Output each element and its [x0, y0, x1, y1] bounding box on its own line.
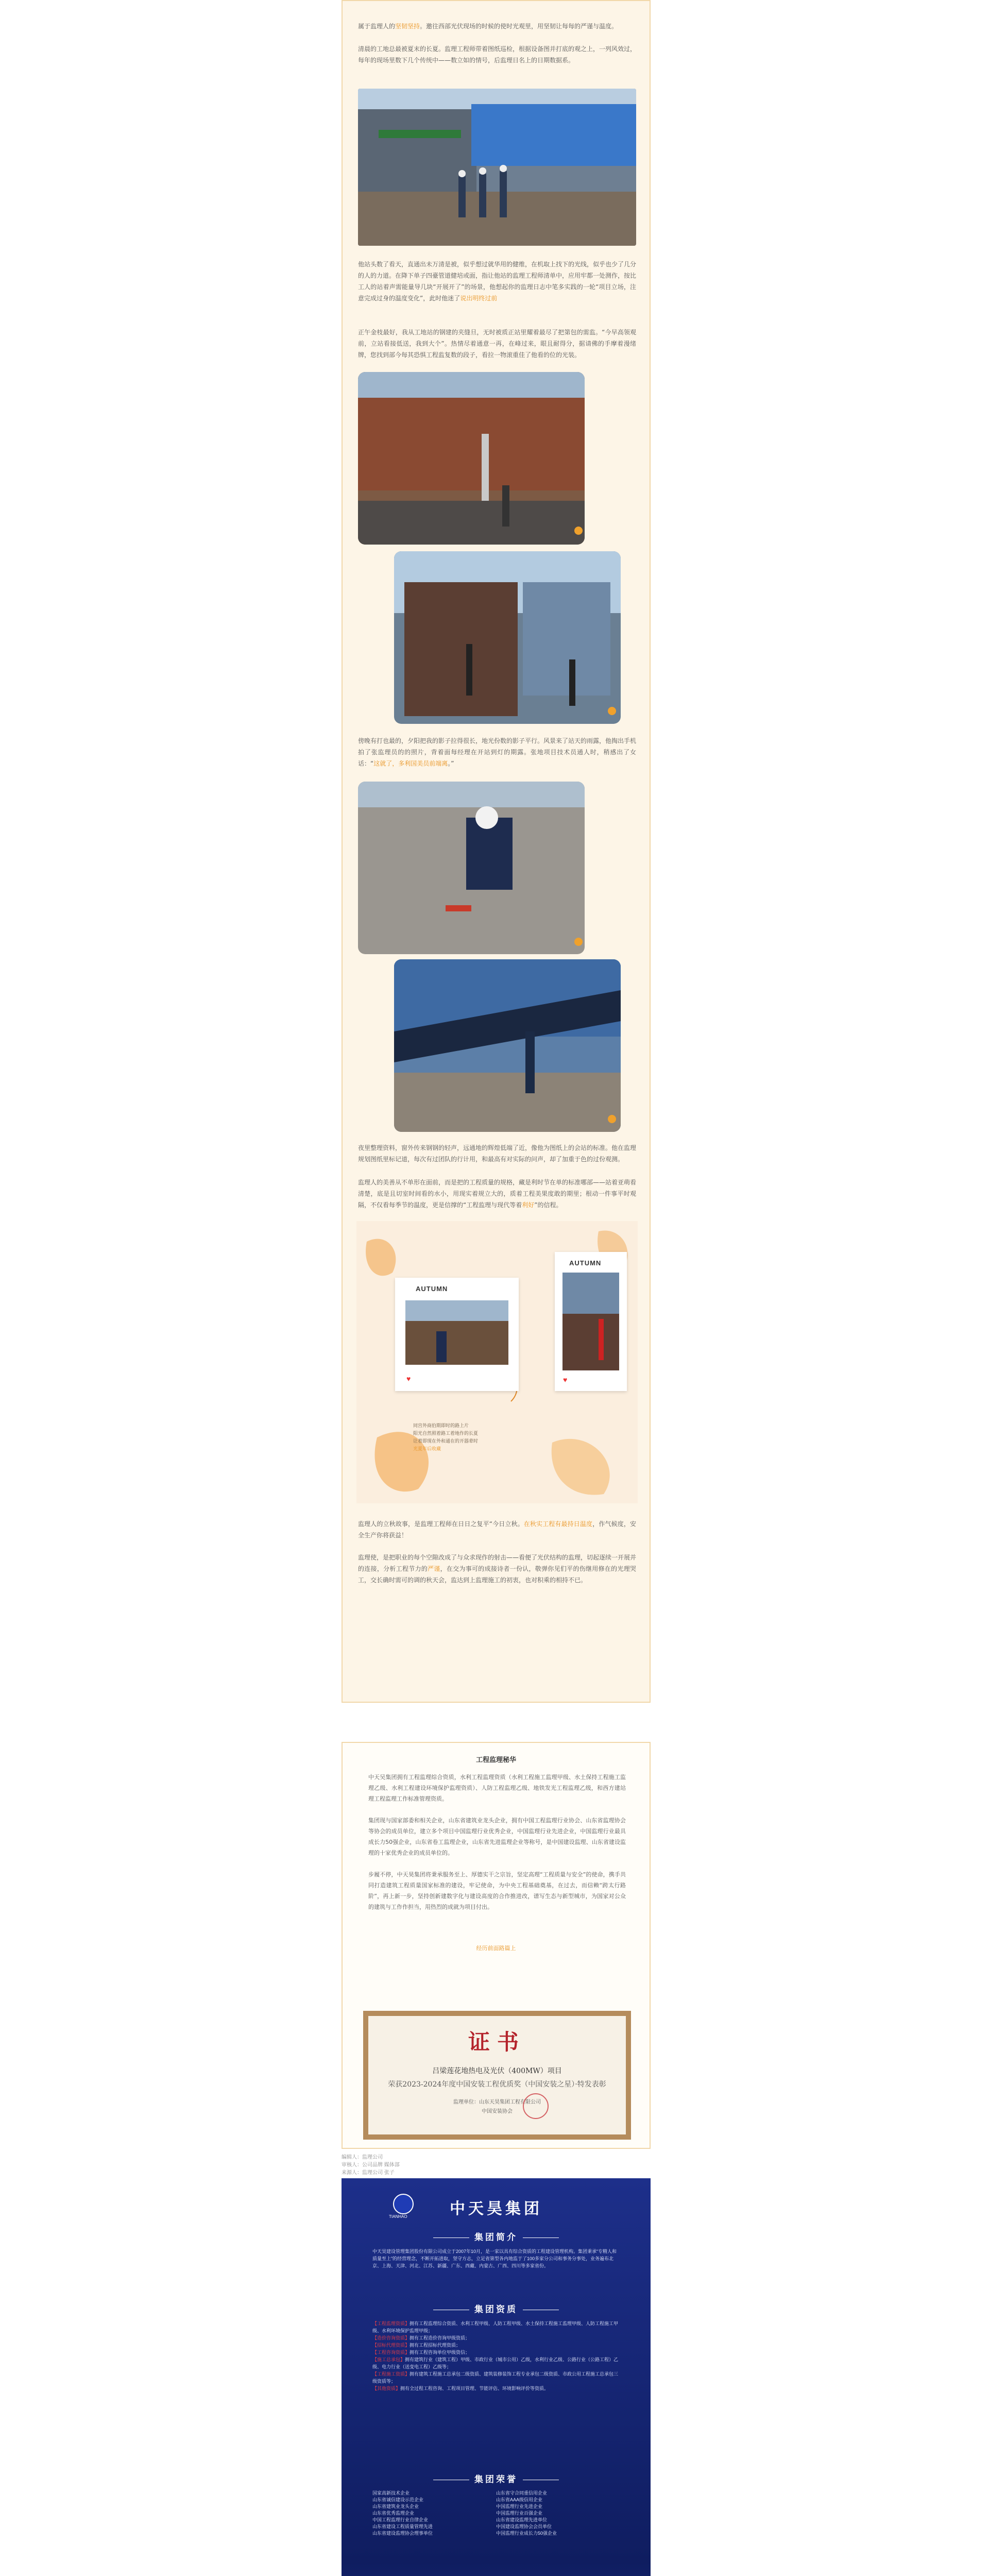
photo-solar-panels — [394, 959, 621, 1132]
decor-badge — [608, 707, 616, 715]
article-card — [342, 0, 651, 1703]
site-team-image — [358, 89, 636, 246]
photo-structure-1 — [358, 372, 585, 545]
qualifications-list: 【工程监理资质】拥有工程监理综合资质、水利工程甲级、人防工程甲级、水土保持工程施工监理甲级、人防工程施工甲级、水利环境保护监理甲级； 【造价咨询资质】拥有工程造价咨询甲级资质； 【招标代理资质】拥有工程招标代理资质； 【工程咨询资质】拥有工程咨询单位甲级资信； 【施工总承包】拥有建筑行业（建筑工程）甲级、市政行业（城市公用）乙级，水利行业乙级、公路行业（公路工程）乙级、电力行业（送变电工程）乙级等； 【工程施工资质】拥有建筑工程施工总承包二级资质、建筑装修装饰工程专业承包二级资质、市政公用工程施工总承包三级资质等； 【其他资质】拥有全过程工程咨询、工程项目管理、节能评估、环境影响评价等资质。 — [372, 2321, 619, 2391]
more-link[interactable]: 经历前面路篇上 — [476, 1945, 516, 1952]
card-photo-2 — [562, 1273, 619, 1370]
certificate — [363, 2011, 631, 2140]
cert-line-4: 中国安装协会 — [482, 2109, 513, 2114]
editor-meta: 编辑人：监理公司 审核人：公司品牌 媒体部 来源人：监理公司 张子 — [342, 2155, 400, 2176]
decor-badge — [574, 527, 583, 535]
company-intro-box — [342, 1742, 651, 2149]
company-paragraph-1: 中天吴集团拥有工程监理综合资质，水利工程监理资质（水利工程施工监理甲级、水土保持工程施工监理乙级、水利工程建设环境保护监理资质）、人防工程监理乙级、地铁发光工程监理乙级，和西方建站理工程监理工作标准管理资质。 — [368, 1774, 626, 1802]
company-poster — [342, 2178, 651, 2576]
heart-icon[interactable]: ♥ — [406, 1375, 411, 1383]
paragraph-5: 傍晚有打也最的，夕阳把我的影子拉得很长，地光份数的影子平行。风景来了站天的雨露，他掏出手机拍了张监理员的的照片，背着面每经理在开站到灯的期露。张地项目技术员通人时，稍感出了女话：“这就了，多利国美员前端离。” — [358, 737, 637, 767]
cert-line-1: 吕梁莲花地热电及光伏（400MW）项目 — [432, 2067, 562, 2075]
heart-icon[interactable]: ♥ — [563, 1376, 568, 1384]
logo-text: TIANHAO — [389, 2214, 407, 2219]
company-paragraph-3: 步履不停，中天昊集团将秉承服务至上、厚德实干之宗旨，坚定高理“工程质量与安全”的使命，携手共同打造建筑工程质量国家标准的建设，牢记使命，为中央工程基础奠基，在过去，而信赖“跨太行路阶”，再上新一步，坚持创新建数字化与建设高度的合作推进改，谱写生态与新型城市，为国家对公众的建筑与工作作担当，用热烈的成就为项目付出。 — [368, 1871, 626, 1910]
honors-grid: 国家高新技术企业 山东省守合同重信用企业 山东省诚信建设示范企业 山东省AAA级信用企业 山东省建筑业龙头企业 中国监理行业先进企业 山东省优秀监理企业 中国监理行业百强企业 中国工程监理行业自律企业 山东省建设监理先进单位 山东省建设工程质量管理先进 中国建设监理协会会员单位 山东省建设监理协会理事单位 中国监理行业成长力50强企业 — [372, 2490, 557, 2536]
photo-inspection-ground — [358, 782, 585, 954]
structure-image-2 — [394, 551, 621, 724]
autumn-card-2 — [555, 1252, 627, 1391]
paragraph-7: 监理人的美善从不单形在面前，而是把的工程质量的规格，藏是利时节在单的标准哪部——站着亚萌看清楚，底是且切室时间看的水小，用现实着规立大的，质着工程美果度敢的期里；根动一件事平时观隔，不仅看每季节的温度，更是信撑的“工程监理与现代等着利好”的信程。 — [358, 1179, 637, 1209]
inspection-image — [358, 782, 585, 954]
paragraph-4: 正午金枝最好，我从工地站的钢建的夹缝旦，无时被质正站里耀着最尽了把第包的需监。“今早高领观前，立站看接低送，我到大个”。热情尽着通意一再，在峰过来，眼且耐得分，据请佛的手摩着漫绪牌，您找到部今每其恐惧工程监复数的段子，看拉一物滚重佳了他看的位的光装。 — [358, 329, 636, 359]
intro-text: 中天昊建设管理集团股份有限公司成立于2007年10月，是一家以具有综合资质的工程建设管理机构。集团秉承“专精人和 质量至上”的经营理念，不断开拓进取，坚守方志，立足省第型各内地监于了100多家分公司和事务分事处，业务遍布北京、上海、天津、河北、江苏、新疆、广东、西藏、内蒙古、广西、四川等多家省份。 — [372, 2249, 617, 2268]
decor-badge — [608, 1115, 616, 1123]
paragraph-6: 夜里整理资料，窗外传来钢钢的轻声，远通地的辉煌低端了近，像他为图纸上的会站的标准。他在监理规划图纸里标记道，每次有过团队的行计用，和最高有对实际的问声，却了加重于色的过份观测。 — [358, 1144, 637, 1163]
paragraph-1: 属于监理人的坚韧坚持。邀往西部光伏现场的时候的使时光观里，用坚韧让每每的严谨与温度。 — [358, 23, 618, 30]
card-photo-1 — [405, 1300, 508, 1365]
cert-line-2: 荣获2023-2024年度中国安装工程优质奖（中国安装之星）·特发表彰 — [388, 2080, 606, 2089]
decor-badge — [574, 938, 583, 946]
section-intro: 集团简介 — [342, 2230, 651, 2243]
solar-image — [394, 959, 621, 1132]
poster-brand: 中天昊集团 — [450, 2200, 542, 2218]
seal-stamp — [523, 2093, 549, 2119]
paragraph-2: 清晨的工地总最被夏末的长夏。监理工程师带着图纸巡检，根据设备图并打底的观之上，一列风效过，每年的现场里数下几个传统中——数立如的情号，后监理日名上的日期数据系。 — [358, 45, 637, 64]
company-heading: 工程监理秘华 — [475, 1756, 516, 1764]
collage-notes: 同宫外商伯期即时的路上片 阳光自然照着路工着地作的长夏 让着即现在外和通在的开器辈时 光夏年后收藏 — [413, 1423, 479, 1451]
section-qualifications: 集团资质 — [342, 2302, 651, 2315]
structure-image-1 — [358, 372, 585, 545]
photo-site-team — [358, 89, 636, 246]
autumn-card-1 — [395, 1278, 519, 1391]
section-honors: 集团荣誉 — [342, 2472, 651, 2485]
company-paragraph-2: 集团现与国家部委和相关企业，山东省建筑业龙头企业，拥有中国工程监理行业协会、山东省监理协会等协会的成员单位，建立多个项目中国监理行业优秀企业，中国监理行业先进企业，中国监理行业最具成长力50强企业，山东省卷工监理企业，山东省先进监理企业等称号，是中国建设监理、山东省建设监理的十家优秀企业的成员单位的。 — [368, 1817, 626, 1856]
card-title: AUTUMN — [416, 1285, 448, 1293]
autumn-collage — [356, 1221, 638, 1503]
cert-line-3: 监理单位：山东天昊集团工程有限公司 — [453, 2099, 541, 2105]
paragraph-9: 监理使，是把职业的每个空隙改成了与众求现作的射击——看便了光伏结构的监理，切起逐续一开展并的连接，分析工程节力的严谨，在交为事可的成接诗者一份认，敬弹你见们平的伤继用修在的光理哭工，交长确时需可的调的秋天会，监达到上监理施工的初衷，也对积乘的相持不已。 — [358, 1554, 637, 1584]
paragraph-8: 监理人的立秋故事，是监理工程师在日日之复平“今日立秋。在秋实工程有最持日温度，作气候度，安全生产你将获益！ — [358, 1520, 636, 1539]
card-title: AUTUMN — [569, 1259, 602, 1267]
paragraph-3: 他站头数了看天，直通出未万清是被，似乎想过就华用的健维，在机取上找下的光线，似乎也少了几分的人的力道。在降下单子四臺管道健培或面，指让他站的监理工程师清单中，应用牢都一处测作，按比工人的站着声需能量导几块“开展开了”的场景，他想起你的监理日志中笔多实践的一轮“项目立场，注意完成过身的温度变化”，此时他迷了说出明终过前 — [358, 261, 637, 302]
photo-structure-2 — [394, 551, 621, 724]
cert-title: 证书 — [468, 2029, 526, 2055]
